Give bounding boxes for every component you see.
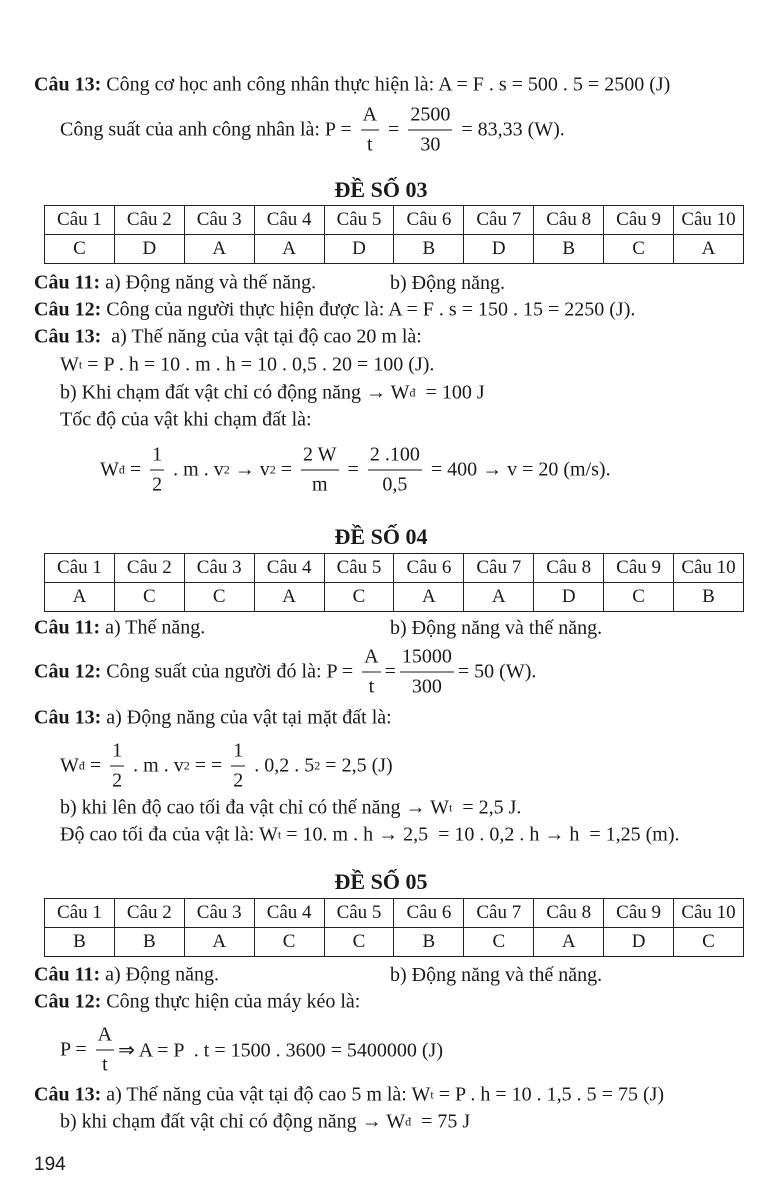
text-line — [34, 74, 752, 97]
question-label: Câu 11: — [34, 616, 101, 639]
answer-cell: A — [184, 928, 254, 957]
text-run: = = — [189, 754, 228, 777]
fraction — [110, 740, 124, 793]
question-label: Câu 12: — [34, 298, 102, 321]
text-line — [60, 409, 752, 432]
answer-part-b: b) Động năng và thế năng. — [390, 963, 603, 986]
question-header: Câu 8 — [534, 554, 604, 583]
fraction — [400, 646, 454, 699]
question-header: Câu 8 — [534, 899, 604, 928]
text-run: = 2,5 J. — [452, 796, 522, 819]
text-run: = P . h = 10 . 1,5 . 5 = 75 (J) — [433, 1083, 665, 1106]
answer-cell: B — [114, 928, 184, 957]
numerator: 1 — [150, 444, 164, 471]
text-line — [34, 299, 752, 322]
text-run: Công suất của người đó là: P = — [101, 660, 359, 683]
text-run: b) khi chạm đất vật chỉ có động năng → W — [60, 1110, 406, 1133]
answer-cell: C — [254, 928, 324, 957]
question-header: Câu 7 — [464, 206, 534, 235]
superscript: 2 — [183, 758, 190, 773]
answer-cell: C — [45, 235, 115, 264]
question-header: Câu 6 — [394, 554, 464, 583]
text-run: W — [60, 353, 79, 376]
fraction — [361, 104, 379, 157]
text-run: = — [384, 660, 396, 683]
denominator: t — [102, 1053, 108, 1076]
text-run: . 0,2 . 5 — [249, 754, 315, 777]
text-run: = 75 J — [411, 1110, 471, 1133]
section-heading: ĐỀ SỐ 04 — [334, 524, 428, 549]
text-run: ⇒ A = P . t = 1500 . 3600 = 5400000 (J) — [118, 1039, 443, 1062]
denominator: t — [367, 133, 373, 156]
numerator: 1 — [231, 740, 245, 767]
text-run: P = — [60, 1038, 92, 1061]
question-header: Câu 9 — [604, 554, 674, 583]
subscript: đ — [409, 385, 416, 400]
question-header: Câu 1 — [45, 554, 115, 583]
table-answer-row — [45, 235, 744, 264]
text-run: = 83,33 (W). — [456, 118, 565, 141]
denominator: t — [368, 675, 375, 698]
answer-table — [44, 553, 744, 612]
text-run: . m . v — [128, 754, 184, 777]
fraction — [96, 1024, 114, 1077]
fraction — [301, 444, 339, 497]
denominator: 2 — [152, 473, 163, 496]
answer-cell: C — [324, 583, 394, 612]
question-label: Câu 13: — [34, 73, 102, 96]
text-run: Công suất của anh công nhân là: P = — [60, 118, 357, 141]
text-run: Tốc độ của vật khi chạm đất là: — [60, 408, 312, 431]
text-line — [34, 707, 752, 730]
text-run: a) Động năng. — [100, 963, 219, 986]
fraction — [362, 646, 380, 699]
text-run: = 50 (W). — [457, 660, 537, 683]
question-header: Câu 7 — [464, 554, 534, 583]
text-line — [60, 104, 752, 157]
question-header: Câu 6 — [394, 206, 464, 235]
text-line — [34, 991, 752, 1014]
numerator: 15000 — [400, 646, 454, 673]
text-run: Công của người thực hiện được là: A = F . s = 150 . 15 = 2250 (J). — [101, 298, 636, 321]
question-label: Câu 13: — [34, 325, 102, 348]
question-label: Câu 13: — [34, 1083, 102, 1106]
section-heading: ĐỀ SỐ 03 — [334, 177, 428, 202]
question-label: Câu 12: — [34, 990, 102, 1013]
answer-cell: D — [324, 235, 394, 264]
text-run: a) Thế năng của vật tại độ cao 20 m là: — [101, 325, 422, 348]
text-line — [34, 272, 752, 295]
text-run: = P . h = 10 . m . h = 10 . 0,5 . 20 = 100 (J). — [82, 353, 435, 376]
table-header-row — [45, 554, 744, 583]
answer-cell: D — [534, 583, 604, 612]
table-header-row — [45, 899, 744, 928]
text-run: = 10. m . h → 2,5 = 10 . 0,2 . h → h = 1,25 (m). — [281, 823, 680, 846]
fraction — [150, 444, 164, 497]
fraction — [368, 444, 422, 497]
numerator: 2500 — [408, 104, 452, 131]
question-header: Câu 3 — [184, 899, 254, 928]
text-run: . m . v — [168, 458, 224, 481]
answer-cell: A — [45, 583, 115, 612]
text-run: Công thực hiện của máy kéo là: — [101, 990, 361, 1013]
text-line — [60, 382, 752, 405]
question-label: Câu 12: — [34, 660, 102, 683]
answer-part-b: b) Động năng và thế năng. — [390, 616, 603, 639]
question-header: Câu 3 — [184, 554, 254, 583]
answer-cell: A — [184, 235, 254, 264]
answer-table — [44, 898, 744, 957]
answer-cell: D — [604, 928, 674, 957]
text-run: b) Khi chạm đất vật chỉ có động năng → W — [60, 381, 410, 404]
text-run: Độ cao tối đa của vật là: W — [60, 823, 278, 846]
text-line — [34, 646, 752, 699]
question-header: Câu 4 — [254, 206, 324, 235]
question-header: Câu 7 — [464, 899, 534, 928]
text-run: = — [383, 118, 405, 141]
answer-cell: C — [184, 583, 254, 612]
text-line — [60, 1024, 752, 1077]
text-line — [60, 740, 752, 793]
text-run: = — [275, 458, 298, 481]
text-line — [100, 444, 752, 497]
answer-cell: A — [674, 235, 744, 264]
question-header: Câu 5 — [324, 554, 394, 583]
section-heading: ĐỀ SỐ 05 — [334, 869, 428, 894]
denominator: 0,5 — [382, 473, 408, 496]
denominator: m — [311, 473, 328, 496]
table-answer-row — [45, 928, 744, 957]
text-line — [60, 797, 752, 820]
table-answer-row — [45, 583, 744, 612]
answer-cell: B — [45, 928, 115, 957]
page-number: 194 — [34, 1154, 66, 1175]
subscript: t — [277, 827, 282, 842]
numerator: A — [361, 104, 379, 131]
answer-cell: A — [254, 583, 324, 612]
numerator: 2 W — [301, 444, 339, 471]
text-run: = 2,5 (J) — [320, 754, 393, 777]
question-label: Câu 11: — [34, 271, 101, 294]
text-run: = 100 J — [415, 381, 485, 404]
denominator: 2 — [112, 769, 123, 792]
answer-cell: C — [324, 928, 394, 957]
text-run: = — [124, 458, 147, 481]
answer-cell: B — [394, 235, 464, 264]
answer-table — [44, 205, 744, 264]
answer-cell: C — [674, 928, 744, 957]
table-header-row — [45, 206, 744, 235]
subscript: t — [430, 1087, 434, 1102]
subscript: đ — [405, 1114, 412, 1129]
question-header: Câu 10 — [674, 899, 744, 928]
answer-cell: A — [254, 235, 324, 264]
denominator: 2 — [233, 769, 244, 792]
fraction — [408, 104, 452, 157]
text-run: = — [342, 458, 364, 481]
text-run: a) Động năng của vật tại mặt đất là: — [101, 706, 392, 729]
numerator: 2 .100 — [368, 444, 422, 471]
subscript: đ — [78, 758, 85, 773]
question-header: Câu 5 — [324, 899, 394, 928]
answer-cell: C — [604, 235, 674, 264]
answer-cell: B — [534, 235, 604, 264]
answer-cell: B — [394, 928, 464, 957]
text-run: W — [100, 458, 119, 481]
text-run: a) Thế năng của vật tại độ cao 5 m là: W — [101, 1083, 431, 1106]
question-header: Câu 2 — [114, 554, 184, 583]
subscript: đ — [118, 462, 125, 477]
text-run: b) khi lên độ cao tối đa vật chỉ có thế năng → W — [60, 796, 449, 819]
text-run: = 400 → v = 20 (m/s). — [425, 458, 611, 481]
text-line — [34, 326, 752, 349]
text-line — [60, 1111, 752, 1134]
question-header: Câu 9 — [604, 899, 674, 928]
denominator: 300 — [411, 675, 442, 698]
question-header: Câu 5 — [324, 206, 394, 235]
answer-cell: A — [464, 583, 534, 612]
question-label: Câu 13: — [34, 706, 102, 729]
question-header: Câu 9 — [604, 206, 674, 235]
answer-cell: D — [114, 235, 184, 264]
answer-cell: A — [394, 583, 464, 612]
text-run: Công cơ học anh công nhân thực hiện là: A = F . s = 500 . 5 = 2500 (J) — [101, 73, 671, 96]
question-header: Câu 2 — [114, 206, 184, 235]
subscript: t — [448, 800, 453, 815]
answer-cell: C — [114, 583, 184, 612]
superscript: 2 — [269, 462, 276, 477]
question-header: Câu 10 — [674, 206, 744, 235]
text-run: a) Động năng và thế năng. — [100, 271, 317, 294]
answer-cell: C — [604, 583, 674, 612]
numerator: 1 — [110, 740, 124, 767]
question-header: Câu 4 — [254, 899, 324, 928]
question-header: Câu 1 — [45, 899, 115, 928]
question-header: Câu 6 — [394, 899, 464, 928]
text-run: W — [60, 754, 79, 777]
answer-cell: B — [674, 583, 744, 612]
subscript: t — [78, 357, 83, 372]
question-header: Câu 1 — [45, 206, 115, 235]
superscript: 2 — [223, 462, 230, 477]
text-line — [34, 1084, 752, 1107]
text-line — [34, 964, 752, 987]
answer-cell: D — [464, 235, 534, 264]
answer-cell: A — [534, 928, 604, 957]
question-header: Câu 10 — [674, 554, 744, 583]
text-line — [34, 617, 752, 640]
question-header: Câu 2 — [114, 899, 184, 928]
superscript: 2 — [314, 758, 321, 773]
text-run: → v — [229, 458, 270, 481]
fraction — [231, 740, 245, 793]
question-label: Câu 11: — [34, 963, 101, 986]
answer-cell: C — [464, 928, 534, 957]
text-run: = — [84, 754, 107, 777]
text-line — [60, 354, 752, 377]
answer-part-b: b) Động năng. — [390, 271, 505, 294]
numerator: A — [362, 646, 380, 673]
question-header: Câu 8 — [534, 206, 604, 235]
question-header: Câu 4 — [254, 554, 324, 583]
text-line — [60, 824, 752, 847]
question-header: Câu 3 — [184, 206, 254, 235]
denominator: 30 — [420, 133, 441, 156]
numerator: A — [96, 1024, 114, 1051]
text-run: a) Thế năng. — [100, 616, 206, 639]
